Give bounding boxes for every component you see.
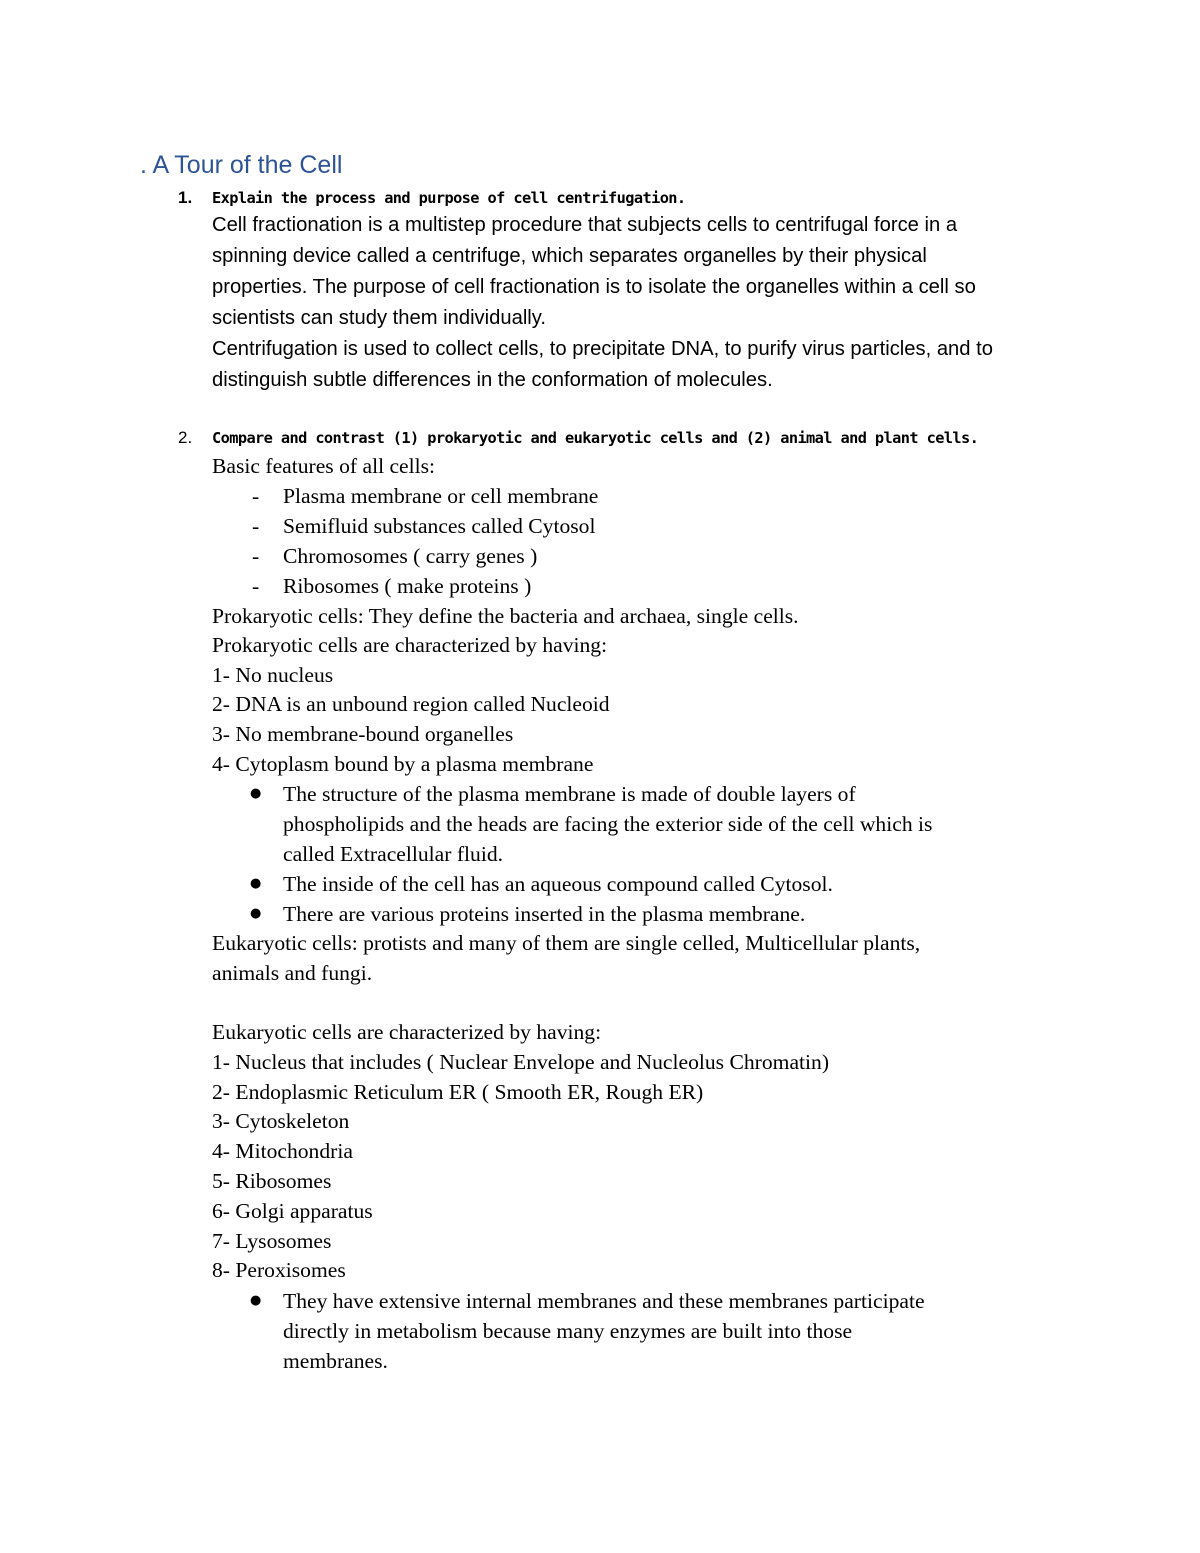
answer-1-line: distinguish subtle differences in the conformation of molecules. [212,369,773,391]
dash-marker: - [252,574,260,598]
eukaryotic-intro: animals and fungi. [212,961,373,985]
list-item-text: Plasma membrane or cell membrane [283,484,599,508]
bullet-text-continued: called Extracellular fluid. [283,842,504,866]
bullet-marker: ● [250,1293,262,1308]
answer-1-line: spinning device called a centrifuge, which separates organelles by their physical [212,245,927,267]
eukaryotic-item: 4- Mitochondria [212,1139,353,1163]
prokaryotic-item: 2- DNA is an unbound region called Nucleoid [212,692,610,716]
dash-marker: - [252,514,260,538]
prokaryotic-item: 4- Cytoplasm bound by a plasma membrane [212,752,594,776]
dash-marker: - [252,484,260,508]
prokaryotic-intro: Prokaryotic cells: They define the bacteria and archaea, single cells. [212,604,799,628]
eukaryotic-heading: Eukaryotic cells are characterized by having: [212,1020,602,1044]
bullet-text-continued: directly in metabolism because many enzymes are built into those [283,1319,853,1343]
bullet-marker: ● [250,786,262,801]
eukaryotic-item: 2- Endoplasmic Reticulum ER ( Smooth ER, Rough ER) [212,1080,704,1104]
answer-1-line: scientists can study them individually. [212,307,546,329]
eukaryotic-intro: Eukaryotic cells: protists and many of them are single celled, Multicellular plants, [212,931,921,955]
bullet-text: The inside of the cell has an aqueous compound called Cytosol. [283,872,833,896]
question-1-number: 1. [178,188,193,207]
answer-1-line: properties. The purpose of cell fractionation is to isolate the organelles within a cell so [212,276,976,298]
page-title: . A Tour of the Cell [140,151,343,179]
bullet-text-continued: phospholipids and the heads are facing the exterior side of the cell which is [283,812,933,836]
bullet-text-continued: membranes. [283,1349,388,1373]
question-1-text: Explain the process and purpose of cell centrifugation. [212,189,686,207]
eukaryotic-item: 6- Golgi apparatus [212,1199,373,1223]
eukaryotic-item: 5- Ribosomes [212,1169,332,1193]
question-2-number: 2. [178,428,193,447]
eukaryotic-item: 1- Nucleus that includes ( Nuclear Envelope and Nucleolus Chromatin) [212,1050,830,1074]
basic-features-heading: Basic features of all cells: [212,454,436,478]
prokaryotic-heading: Prokaryotic cells are characterized by having: [212,633,608,657]
eukaryotic-item: 3- Cytoskeleton [212,1109,350,1133]
list-item-text: Chromosomes ( carry genes ) [283,544,538,568]
bullet-text: There are various proteins inserted in the plasma membrane. [283,902,806,926]
answer-1-line: Cell fractionation is a multistep procedure that subjects cells to centrifugal force in a [212,214,958,236]
bullet-text: The structure of the plasma membrane is made of double layers of [283,782,856,806]
list-item-text: Semifluid substances called Cytosol [283,514,596,538]
dash-marker: - [252,544,260,568]
answer-1-line: Centrifugation is used to collect cells, to precipitate DNA, to purify virus particles, and to [212,338,993,360]
prokaryotic-item: 1- No nucleus [212,663,334,687]
prokaryotic-item: 3- No membrane-bound organelles [212,722,514,746]
bullet-marker: ● [250,906,262,921]
eukaryotic-item: 8- Peroxisomes [212,1258,346,1282]
list-item-text: Ribosomes ( make proteins ) [283,574,532,598]
bullet-text: They have extensive internal membranes and these membranes participate [283,1289,925,1313]
bullet-marker: ● [250,876,262,891]
eukaryotic-item: 7- Lysosomes [212,1229,332,1253]
question-2-text: Compare and contrast (1) prokaryotic and eukaryotic cells and (2) animal and plant cells. [212,429,979,447]
